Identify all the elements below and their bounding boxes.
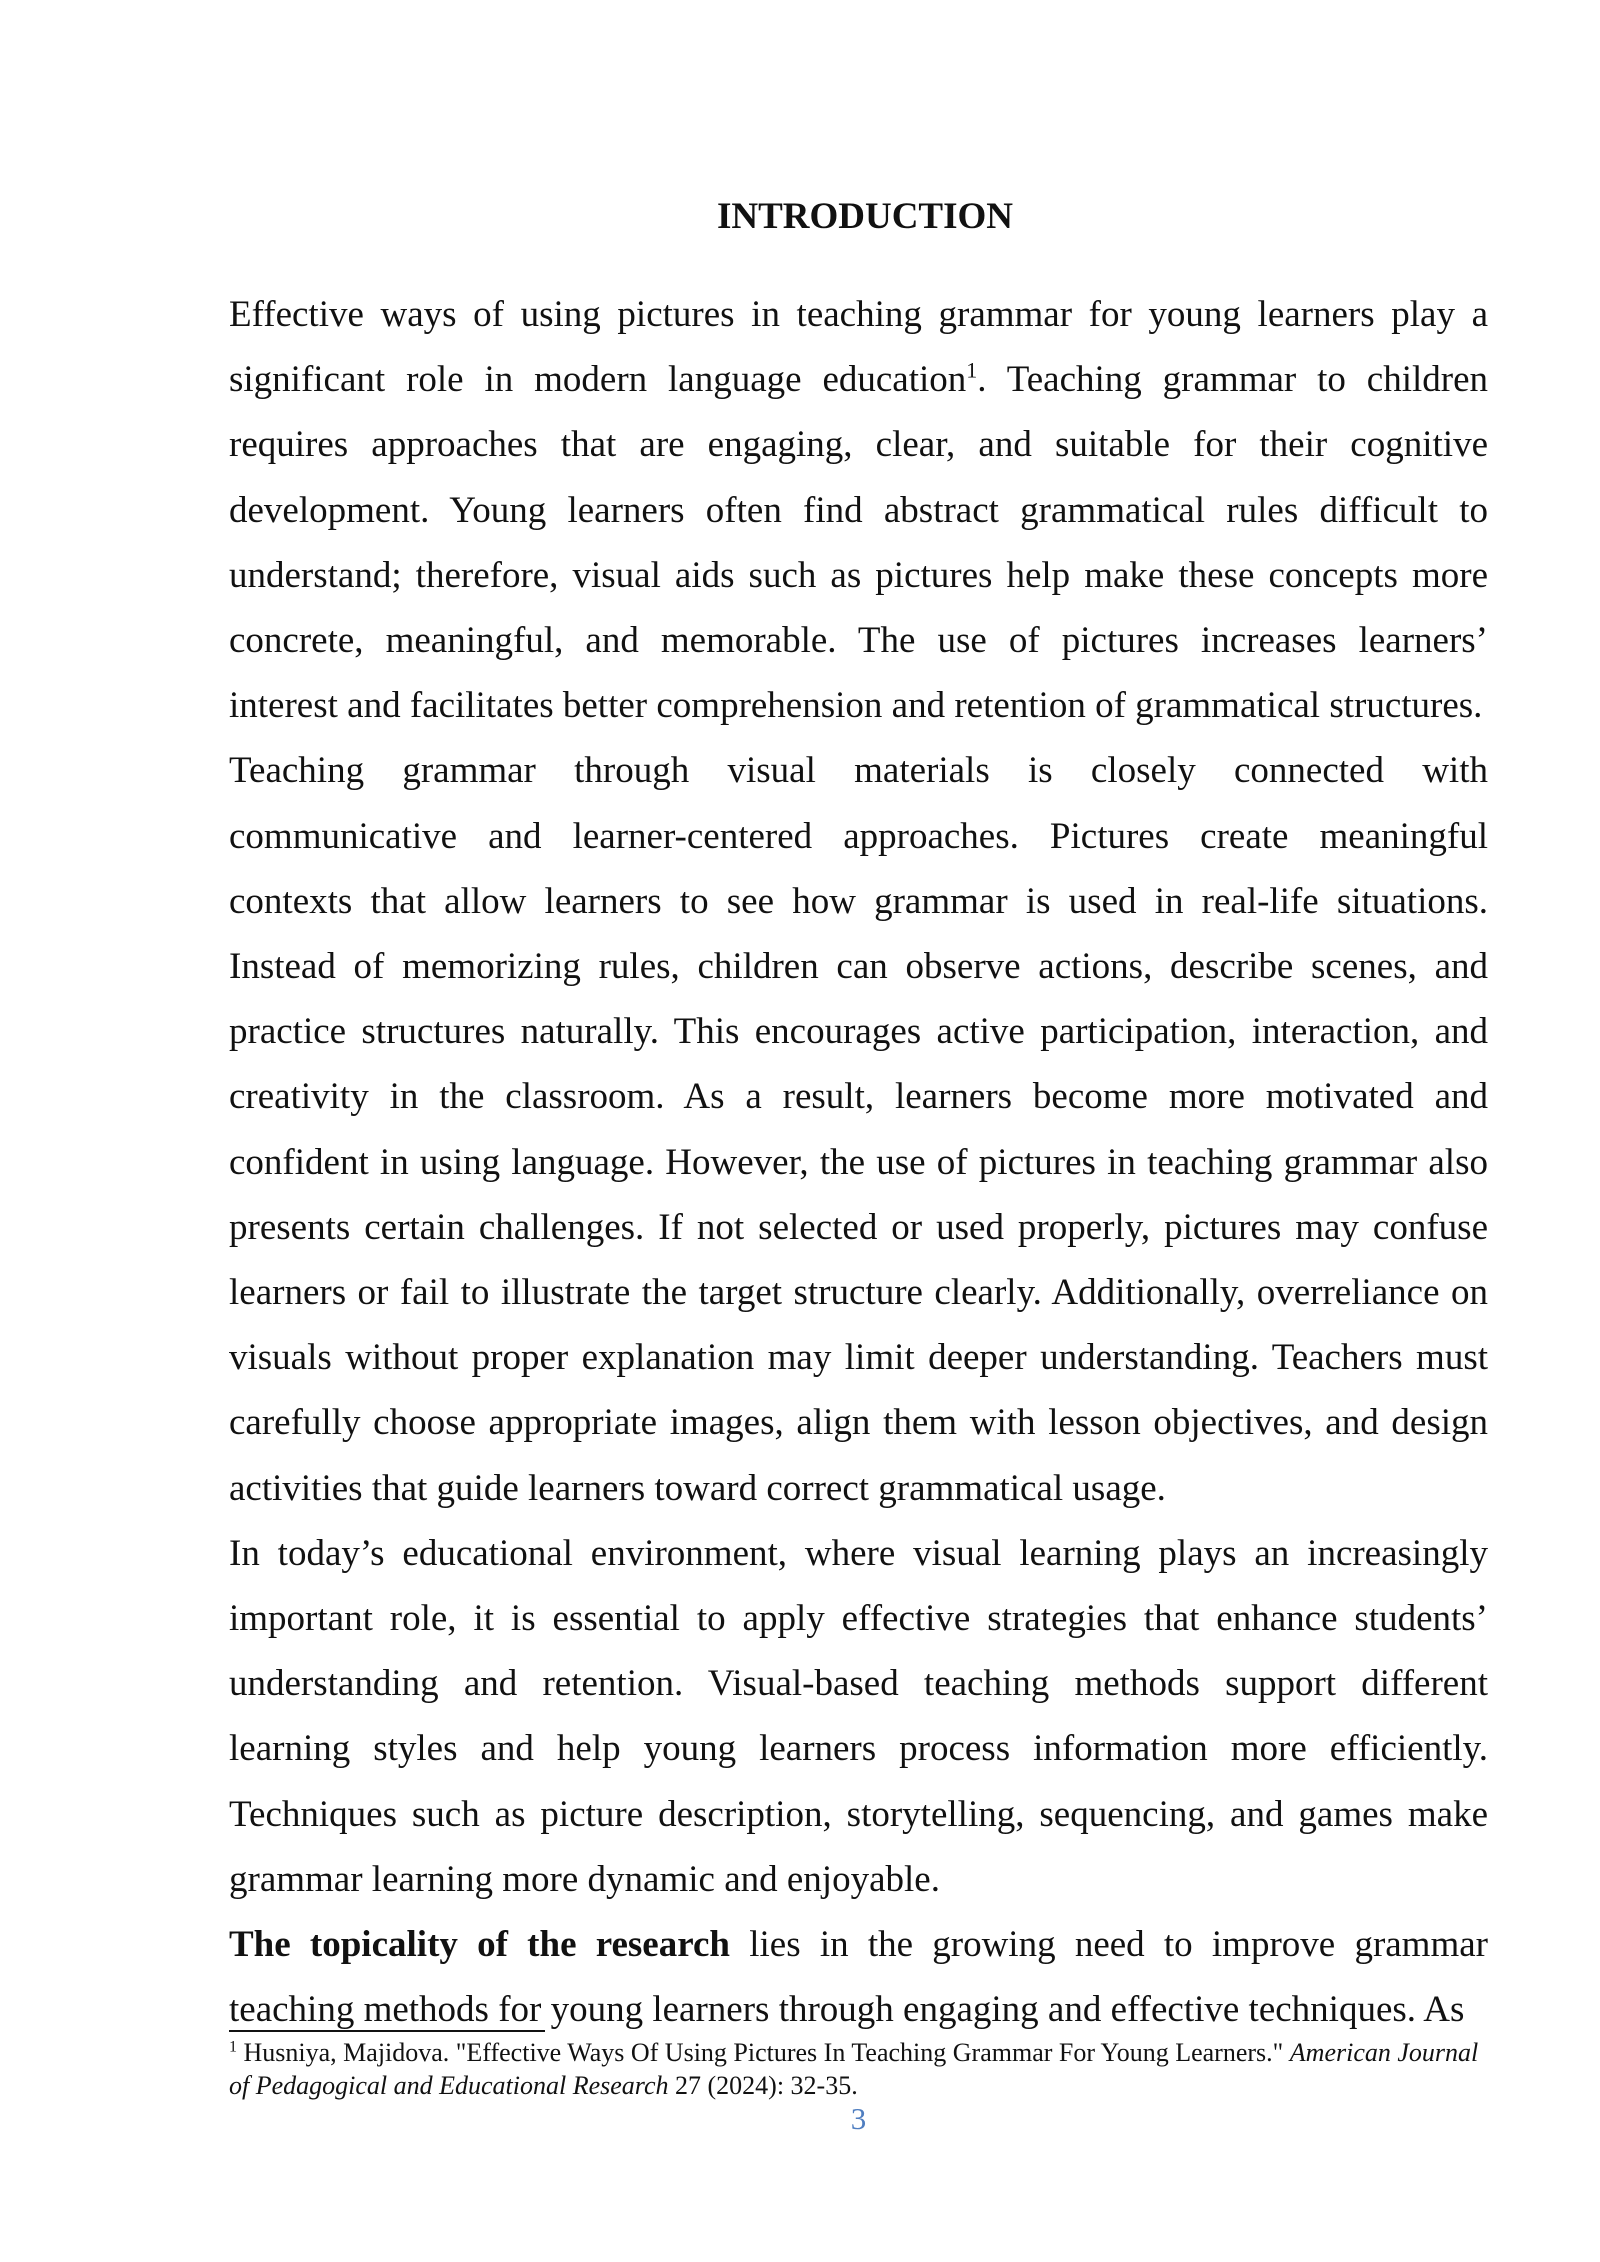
paragraph-1-text-end: . Teaching grammar to children requires approaches that are engaging, clear, and suitable for their cognitive development. Young learners often find abstract grammatical rules difficult to understand; therefore, visual aids such as pictures help make these concepts more concrete, meaningful, and memorable. The use of pictures increases learners’ interest and facilitates better comprehension and retention of grammatical structures. [229, 359, 1488, 727]
paragraph-4 [229, 1912, 1488, 2042]
paragraph-1-text-start: Effective ways of using pictures in teaching grammar for young learners play a significant role in modern language education [229, 294, 1488, 401]
topicality-lead: The topicality of the research [229, 1924, 730, 1966]
paragraph-1 [229, 282, 1488, 738]
footnote-separator [229, 2030, 545, 2032]
footnote-mark: 1 [229, 2038, 237, 2056]
body-text [229, 282, 1488, 2042]
footnote-reference[interactable]: 1 [966, 357, 978, 383]
footnote-text-start: Husniya, Majidova. "Effective Ways Of Using Pictures In Teaching Grammar For Young Learners." [237, 2038, 1290, 2067]
paragraph-4-text: lies in the growing need to improve grammar teaching methods for young learners through engaging and effective techniques. As [229, 1924, 1488, 2031]
page-number: 3 [850, 2101, 867, 2136]
section-heading: INTRODUCTION [716, 196, 1014, 237]
footnote-journal: American Journal of Pedagogical and Educational Research [229, 2038, 1479, 2100]
paragraph-2: Teaching grammar through visual materials is closely connected with communicative and learner-centered approaches. Pictures create meaningful contexts that allow learners to see how grammar is used in real-life situations. Instead of memorizing rules, children can observe actions, describe scenes, and practice structures naturally. This encourages active participation, interaction, and creativity in the classroom. As a result, learners become more motivated and confident in using language. However, the use of pictures in teaching grammar also presents certain challenges. If not selected or used properly, pictures may confuse learners or fail to illustrate the target structure clearly. Additionally, overreliance on visuals without proper explanation may limit deeper understanding. Teachers must carefully choose appropriate images, align them with lesson objectives, and design activities that guide learners toward correct grammatical usage. [229, 750, 1488, 1509]
paragraph-3: In today’s educational environment, where visual learning plays an increasingly important role, it is essential to apply effective strategies that enhance students’ understanding and retention. Visual-based teaching methods support different learning styles and help young learners process information more efficiently. Techniques such as picture description, storytelling, sequencing, and games make grammar learning more dynamic and enjoyable. [229, 1532, 1488, 1900]
footnote-text-end: 27 (2024): 32-35. [668, 2071, 858, 2100]
footnote [229, 2036, 1488, 2102]
